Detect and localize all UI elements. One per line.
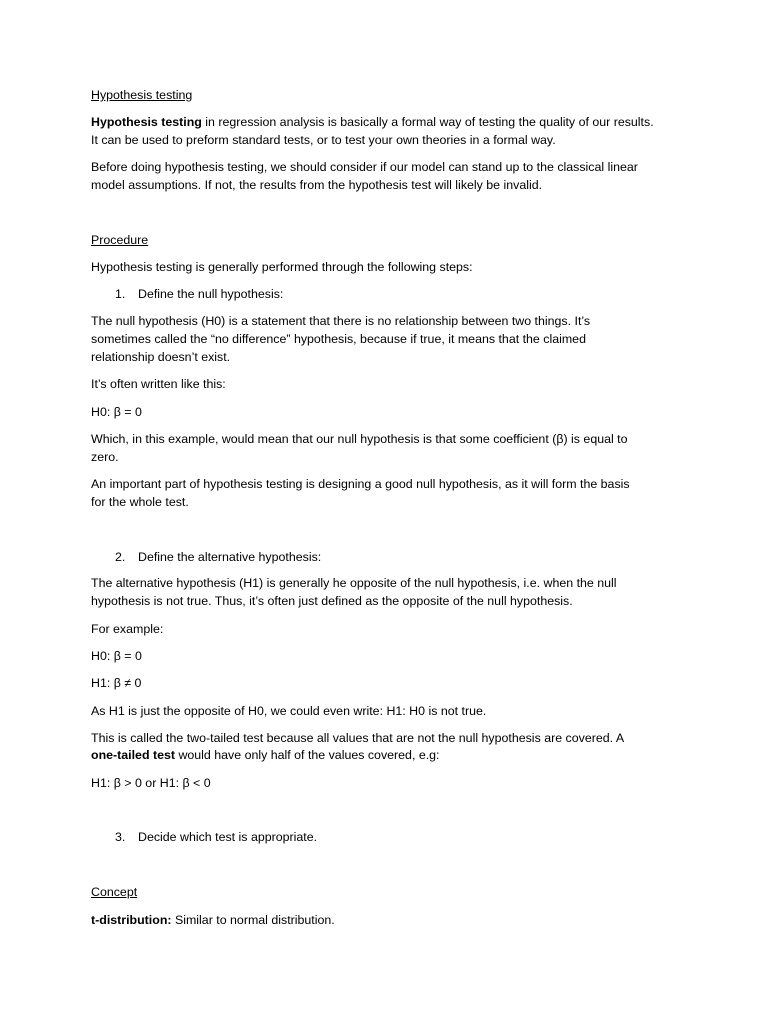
step-2-text: Define the alternative hypothesis: [138,550,322,564]
h1-one-tailed: H1: β > 0 or H1: β < 0 [91,776,211,790]
heading-hypothesis-testing: Hypothesis testing [91,88,193,102]
alt-def-line-1: The alternative hypothesis (H1) is generally he opposite of the null hypothesis, i.e. when the null [91,576,617,590]
two-tailed-line-1: This is called the two-tailed test because all values that are not the null hypothesis are covered. A [91,731,625,745]
h1-neq: H1: β ≠ 0 [91,676,142,690]
h0-example: H0: β = 0 [91,405,142,419]
intro-bold-term: Hypothesis testing [91,115,202,129]
step-2 [115,548,321,566]
step-2-number: 2. [115,550,126,564]
heading-concept: Concept [91,885,138,899]
important-line-1: An important part of hypothesis testing is designing a good null hypothesis, as it will form the basis [91,477,630,491]
null-def-line-3: relationship doesn’t exist. [91,350,231,364]
h0-again: H0: β = 0 [91,649,142,663]
two-tailed-line-2 [91,746,688,764]
for-example-text: For example: [91,622,164,636]
as-h1-text: As H1 is just the opposite of H0, we could even write: H1: H0 is not true. [91,704,487,718]
written-like-text: It’s often written like this: [91,377,226,391]
step-1 [115,285,283,303]
intro-line-2: It can be used to preform standard tests, or to test your own theories in a formal way. [91,133,556,147]
procedure-intro: Hypothesis testing is generally performed through the following steps: [91,260,473,274]
intro-line-1 [91,113,688,131]
step-1-number: 1. [115,287,126,301]
before-line-1: Before doing hypothesis testing, we should consider if our model can stand up to the classical linear [91,160,638,174]
which-means-line-1: Which, in this example, would mean that our null hypothesis is that some coefficient (β) is equal to [91,432,628,446]
step-3-number: 3. [115,830,126,844]
step-3 [115,828,317,846]
two-tailed-line-2-text: would have only half of the values covered, e.g: [175,748,440,762]
heading-procedure: Procedure [91,233,149,247]
before-line-2: model assumptions. If not, the results from the hypothesis test will likely be invalid. [91,178,543,192]
intro-line-1-text: in regression analysis is basically a formal way of testing the quality of our results. [201,115,654,129]
null-def-line-2: sometimes called the “no difference” hypothesis, because if true, it means that the claimed [91,332,586,346]
t-distribution-text: Similar to normal distribution. [171,913,335,927]
step-1-text: Define the null hypothesis: [138,287,284,301]
t-distribution-line [91,911,688,929]
important-line-2: for the whole test. [91,495,189,509]
t-distribution-term: t-distribution: [91,913,172,927]
one-tailed-bold-term: one-tailed test [91,748,175,762]
step-3-text: Decide which test is appropriate. [138,830,318,844]
alt-def-line-2: hypothesis is not true. Thus, it’s often just defined as the opposite of the null hypothesis. [91,594,573,608]
which-means-line-2: zero. [91,450,119,464]
null-def-line-1: The null hypothesis (H0) is a statement that there is no relationship between two things. It’s [91,314,591,328]
